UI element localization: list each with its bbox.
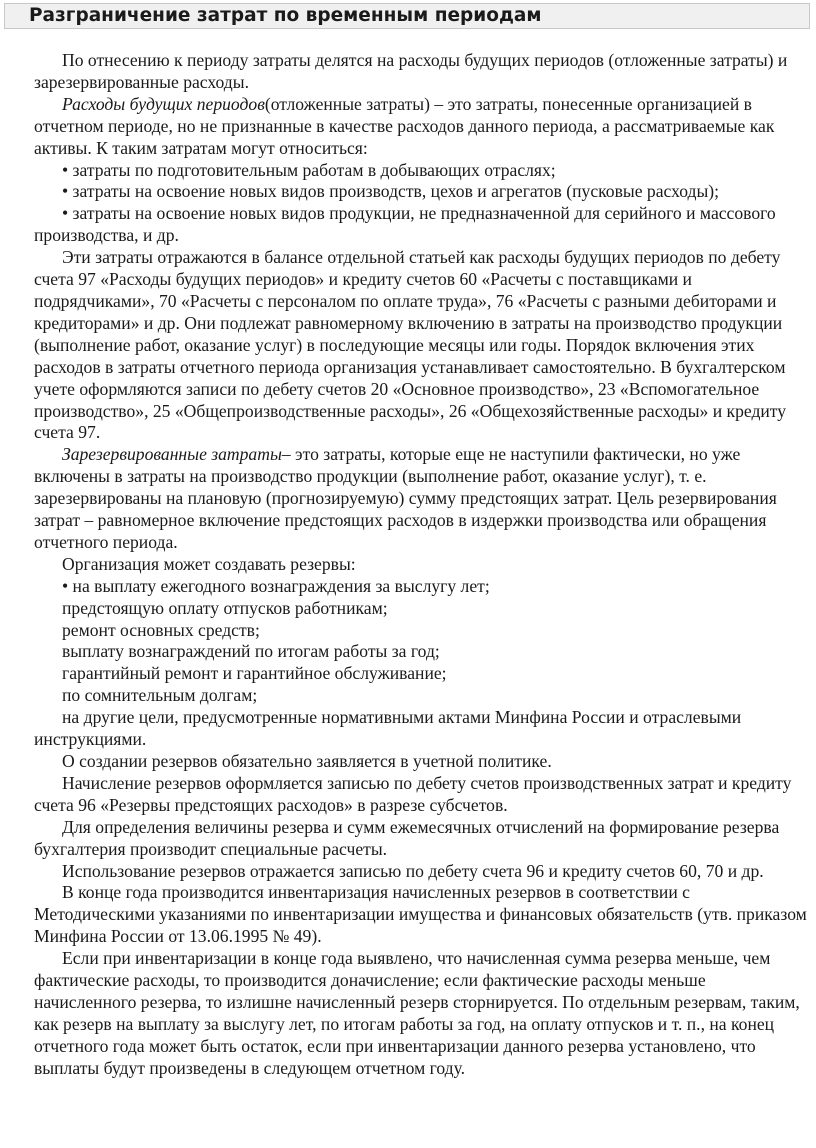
paragraph-reserve-accrual: Начисление резервов оформляется записью по дебету счетов производственных затрат и кредиту счета 96 «Резервы предстоящих расходов» в разрезе субсчетов. xyxy=(34,772,792,815)
reserve-item: по сомнительным долгам; xyxy=(62,685,258,706)
paragraph-reserve-usage: Использование резервов отражается записью по дебету счета 96 и кредиту счетов 60, 70 и др. xyxy=(62,860,764,881)
paragraph-deferred-accounting: Эти затраты отражаются в балансе отдельной статьей как расходы будущих периодов по дебету счета 97 «Расходы будущих периодов» и кредиту счетов 60 «Расчеты с поставщиками и подрядчиками», 70 «Расчеты с персоналом по оплате труда», 76 «Расчеты с разными дебиторами и кредиторами» и др. Они подлежат равномерному включению в затраты на производство продукции (выполнение работ, оказание услуг) в последующие месяцы или годы. Порядок включения этих расходов в затраты отчетного периода организация устанавливает самостоятельно. В бухгалтерском учете оформляются записи по дебету счетов 20 «Основное производство», 23 «Вспомогательное производство», 25 «Общепроизводственные расходы», 26 «Общехозяйственные расходы» и кредиту счета 97. xyxy=(34,247,787,443)
reserve-item: • на выплату ежегодного вознаграждения за выслугу лет; xyxy=(62,575,490,596)
reserve-item: гарантийный ремонт и гарантийное обслуживание; xyxy=(62,663,447,684)
reserve-item: выплату вознаграждений по итогам работы за год; xyxy=(62,641,440,662)
bullet-item: • затраты на освоение новых видов продукции, не предназначенной для серийного и массового производства, и др. xyxy=(34,203,776,246)
paragraph-reserve-calculation: Для определения величины резерва и сумм ежемесячных отчислений на формирование резерва бухгалтерия производит специальные расчеты. xyxy=(34,816,780,859)
bullet-item: • затраты по подготовительным работам в добывающих отраслях; xyxy=(62,159,556,180)
definition-deferred-expenses: (отложенные затраты) – это затраты, понесенные организацией в отчетном периоде, но не признанные в качестве расходов данного периода, а рассматриваемые как активы. К таким затратам могут относиться: xyxy=(34,93,775,158)
term-deferred-expenses: Расходы будущих периодов xyxy=(62,93,265,114)
definition-reserved-costs: – это затраты, которые еще не наступили фактически, но уже включены в затраты на производство продукции (выполнение работ, оказание услуг), т. е. зарезервированы на плановую (прогнозируемую) сумму предстоящих затрат. Цель резервирования затрат – равномерное включение предстоящих расходов в издержки производства или обращения отчетного периода. xyxy=(34,444,777,552)
term-reserved-costs: Зарезервированные затраты xyxy=(62,444,282,465)
paragraph-inventory-results: Если при инвентаризации в конце года выявлено, что начисленная сумма резерва меньше, чем фактические расходы, то производится доначисление; если фактические расходы меньше начисленного резерва, то излишне начисленный резерв сторнируется. По отдельным резервам, таким, как резерв на выплату за выслугу лет, по итогам работы за год, на оплату отпусков и т. п., на конец отчетного года может быть остаток, если при инвентаризации данного резерва установлено, что выплаты будут произведены в следующем отчетном году. xyxy=(34,948,800,1078)
document-body xyxy=(34,50,810,1080)
bullet-item: • затраты на освоение новых видов производств, цехов и агрегатов (пусковые расходы); xyxy=(62,181,720,202)
reserve-item: ремонт основных средств; xyxy=(62,619,260,640)
page-title: Разграничение затрат по временным периодам xyxy=(29,5,542,26)
header-bar xyxy=(4,3,810,29)
reserve-item: на другие цели, предусмотренные нормативными актами Минфина России и отраслевыми инструкциями. xyxy=(34,707,742,750)
paragraph-reserved-costs xyxy=(34,444,810,554)
paragraph-inventory: В конце года производится инвентаризация начисленных резервов в соответствии с Методическими указаниями по инвентаризации имущества и финансовых обязательств (утв. приказом Минфина России от 13.06.1995 № 49). xyxy=(34,882,807,947)
paragraph-reserves-intro: Организация может создавать резервы: xyxy=(62,553,356,574)
paragraph-accounting-policy: О создании резервов обязательно заявляется в учетной политике. xyxy=(62,751,552,771)
paragraph-deferred-expenses xyxy=(34,94,810,160)
paragraph-intro: По отнесению к периоду затраты делятся на расходы будущих периодов (отложенные затраты) и зарезервированные расходы. xyxy=(34,50,788,92)
reserve-item: предстоящую оплату отпусков работникам; xyxy=(62,597,388,618)
